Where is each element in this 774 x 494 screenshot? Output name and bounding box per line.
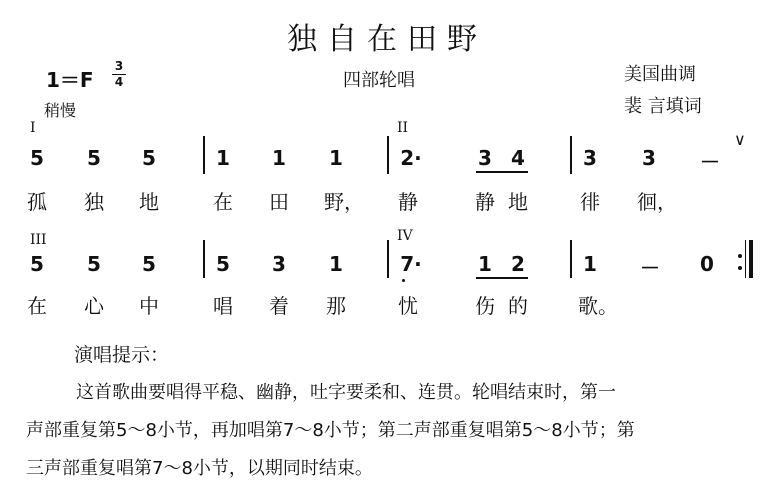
section-marker-1: I: [30, 120, 36, 136]
lyric-char: 唱: [213, 294, 233, 318]
lyric-char: 歌。: [578, 294, 618, 318]
composer-credit: 美国曲调: [624, 64, 696, 85]
round-label: 四部轮唱: [343, 70, 415, 91]
bar-line: [203, 240, 205, 278]
note: 5: [142, 146, 156, 170]
lyric-char: 静: [475, 190, 495, 214]
lyric-char: 野，: [324, 190, 364, 214]
end-bar-thick: [749, 240, 753, 278]
note: 4: [511, 146, 525, 170]
lyric-char: 在: [27, 294, 47, 318]
note: 5: [30, 252, 44, 276]
lyric-char: 伤: [475, 294, 495, 318]
lyric-char: 田: [269, 190, 289, 214]
performance-note-line: 声部重复第5～8小节，再加唱第7～8小节；第二声部重复唱第5～8小节；第: [26, 420, 635, 441]
end-bar-thin: [745, 240, 746, 278]
tempo-marking: 稍慢: [44, 101, 77, 120]
note: 1: [329, 252, 343, 276]
song-title: 独自在田野: [287, 22, 487, 57]
time-sig-bottom: 4: [114, 75, 124, 89]
note: 5: [87, 252, 101, 276]
note: 3: [478, 146, 492, 170]
section-marker-2: II: [397, 120, 409, 136]
note: －: [640, 256, 660, 280]
note: 1: [216, 146, 230, 170]
lyric-char: 地: [508, 190, 528, 214]
note: 1: [583, 252, 597, 276]
note: 2: [511, 252, 525, 276]
note: 3: [583, 146, 597, 170]
note: 0: [700, 252, 714, 276]
note: 3: [272, 252, 286, 276]
repeat-dot: [738, 266, 742, 270]
performance-note-line: 这首歌曲要唱得平稳、幽静，吐字要柔和、连贯。轮唱结束时，第一: [76, 382, 616, 403]
lyric-char: 心: [84, 294, 104, 318]
lyric-char: 静: [398, 190, 418, 214]
lyric-char: 徘: [580, 190, 600, 214]
note: 5: [87, 146, 101, 170]
bar-line: [387, 240, 389, 278]
note: 5: [142, 252, 156, 276]
lyric-char: 独: [84, 190, 104, 214]
lower-octave-dot: [402, 279, 405, 282]
lyric-char: 徊，: [637, 190, 677, 214]
bar-line: [203, 136, 205, 174]
note: 1: [478, 252, 492, 276]
lyric-char: 那: [326, 294, 346, 318]
note: 2·: [400, 146, 422, 170]
lyricist-credit: 裴 言填词: [624, 96, 702, 117]
time-signature: [112, 60, 126, 89]
note: 1: [272, 146, 286, 170]
note: 5: [216, 252, 230, 276]
lyric-char: 的: [508, 294, 528, 318]
note: －: [700, 150, 720, 174]
lyric-char: 中: [139, 294, 159, 318]
section-marker-4: IV: [397, 228, 413, 244]
lyric-char: 孤: [27, 190, 47, 214]
eighth-note-underline: [476, 277, 528, 279]
bar-line: [570, 136, 572, 174]
lyric-char: 地: [139, 190, 159, 214]
section-marker-3: III: [30, 232, 47, 248]
note: 5: [30, 146, 44, 170]
key-signature: 1＝F: [46, 68, 94, 92]
note: 1: [329, 146, 343, 170]
lyric-char: 忧: [398, 294, 418, 318]
performance-notes-title: 演唱提示：: [74, 344, 170, 366]
performance-note-line: 三声部重复唱第7～8小节，以期同时结束。: [26, 458, 373, 479]
eighth-note-underline: [476, 171, 528, 173]
bar-line: [570, 240, 572, 278]
bar-line: [387, 136, 389, 174]
breath-mark: ∨: [734, 130, 746, 149]
note: 7·: [400, 252, 422, 276]
lyric-char: 在: [213, 190, 233, 214]
time-sig-top: 3: [114, 59, 124, 73]
lyric-char: 着: [269, 294, 289, 318]
repeat-dot: [738, 254, 742, 258]
note: 3: [642, 146, 656, 170]
